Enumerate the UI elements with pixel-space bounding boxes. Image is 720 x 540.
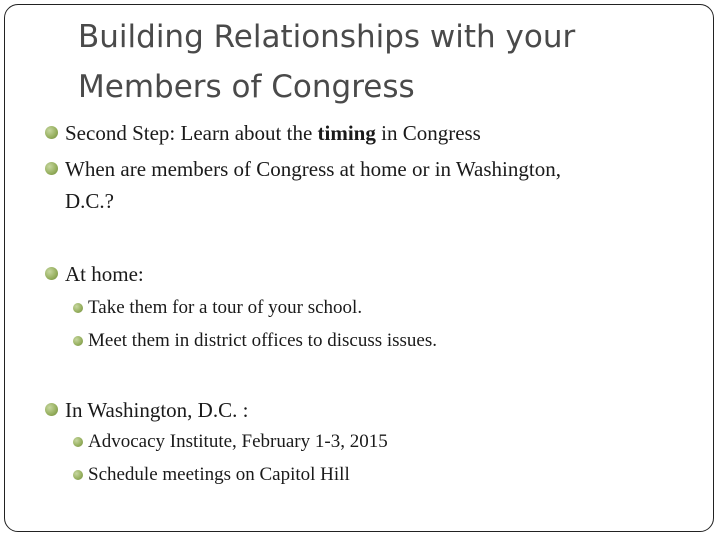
bullet-dot-icon [45,267,58,280]
sub-bullet-advocacy-institute [88,431,388,453]
bullet-dot-icon [45,162,58,175]
bullet-text: Take them for a tour of your school. [88,297,363,318]
bullet-text: In Washington, D.C. : [65,398,249,422]
title-line-1: Building Relationships with your [78,19,576,55]
bullet-text: At home: [65,262,144,286]
bullet-dot-icon [73,303,83,313]
bullet-when-home-continued [65,189,114,214]
bullet-at-home [65,262,144,287]
bullet-washington [65,398,248,423]
bullet-dot-icon [45,403,58,416]
sub-bullet-district-offices [88,330,437,352]
bullet-dot-icon [73,470,83,480]
sub-bullet-tour [88,297,362,319]
bullet-text: Schedule meetings on Capitol Hill [88,464,350,485]
slide-title [78,12,678,112]
bullet-text-end: in Congress [375,121,481,145]
bullet-emphasis: timing [317,121,376,145]
bullet-second-step [65,121,481,146]
bullet-text: Meet them in district offices to discuss issues. [88,330,437,351]
bullet-dot-icon [45,126,58,139]
bullet-dot-icon [73,336,83,346]
title-line-2: Members of Congress [78,69,415,105]
bullet-dot-icon [73,437,83,447]
sub-bullet-capitol-hill [88,464,350,486]
bullet-text: Advocacy Institute, February 1-3, 2015 [88,431,388,452]
bullet-text: When are members of Congress at home or in Washington, [65,157,561,181]
bullet-text: D.C.? [65,189,114,213]
bullet-when-home [65,157,561,182]
bullet-text: Second Step: Learn about the [65,121,318,145]
